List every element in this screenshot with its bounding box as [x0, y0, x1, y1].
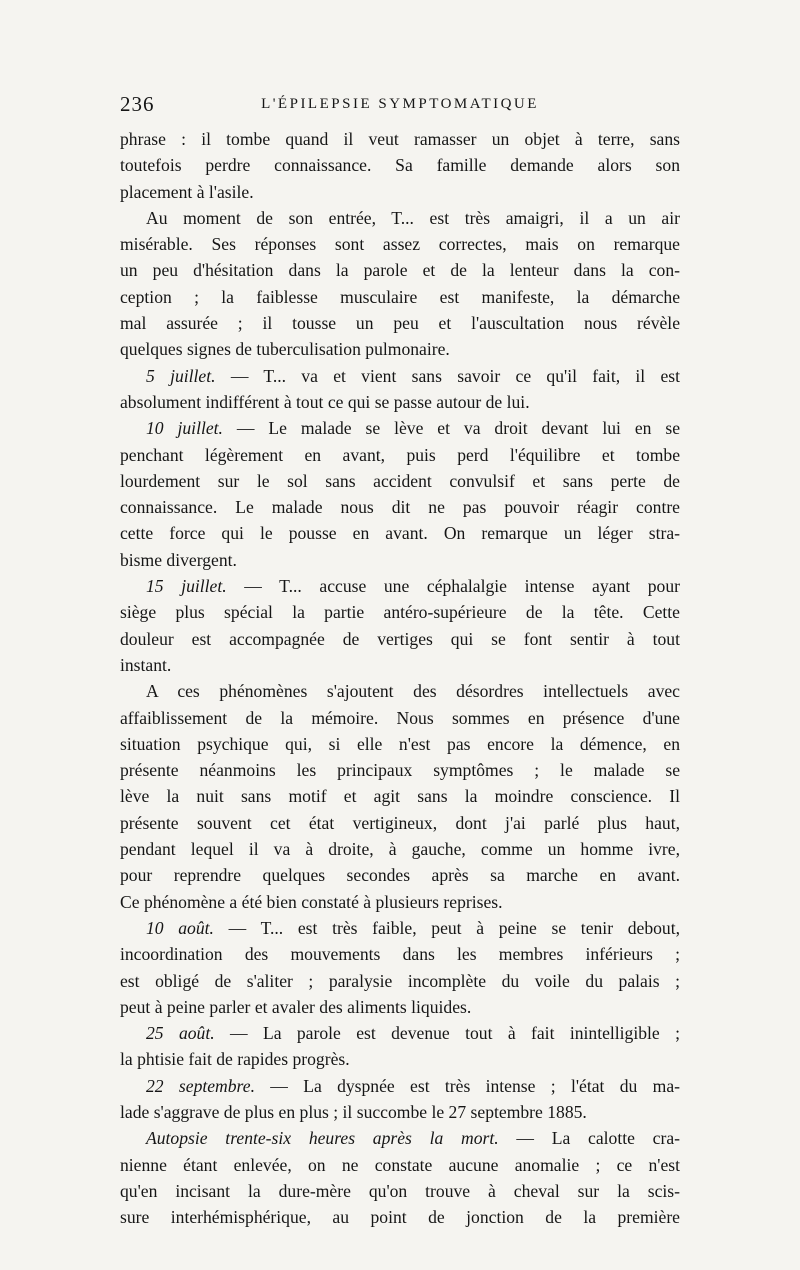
text-line	[120, 862, 680, 888]
text-line	[120, 363, 680, 389]
entry-date: 10 juillet.	[146, 418, 223, 439]
line-text: situation psychique qui, si elle n'est pas encore la démence, en	[120, 733, 680, 754]
line-text: lève la nuit sans motif et agit sans la moindre conscience. Il	[120, 786, 680, 807]
text-line	[120, 442, 680, 468]
line-text: — La dyspnée est très intense ; l'état du ma-	[254, 1075, 680, 1096]
line-text: toutefois perdre connaissance. Sa famille demande alors son	[120, 155, 680, 176]
text-line	[120, 1125, 680, 1151]
text-line	[120, 810, 680, 836]
text-line	[120, 836, 680, 862]
text-line	[120, 1099, 680, 1125]
text-line	[120, 757, 680, 783]
line-text: — T... accuse une céphalalgie intense ayant pour	[226, 576, 681, 597]
text-line	[120, 1204, 680, 1230]
line-text: lourdement sur le sol sans accident convulsif et sans perte de	[120, 470, 680, 491]
entry-date: Autopsie trente-six heures après la mort.	[146, 1128, 499, 1149]
text-line	[120, 415, 680, 441]
text-line	[120, 783, 680, 809]
text-line	[120, 1020, 680, 1046]
text-line	[120, 889, 680, 915]
line-text: affaiblissement de la mémoire. Nous sommes en présence d'une	[120, 707, 680, 728]
line-text: siège plus spécial la partie antéro-supérieure de la tête. Cette	[120, 602, 680, 623]
line-text: — Le malade se lève et va droit devant lui en se	[222, 418, 681, 439]
text-line	[120, 179, 680, 205]
line-text: présente néanmoins les principaux symptômes ; le malade se	[120, 760, 680, 781]
body-text	[120, 126, 680, 1230]
line-text: pour reprendre quelques secondes après sa marche en avant.	[120, 865, 680, 886]
page-header	[120, 92, 680, 118]
entry-date: 5 juillet.	[146, 365, 216, 386]
line-text: penchant légèrement en avant, puis perd l'équilibre et tombe	[120, 444, 680, 465]
text-line	[120, 547, 680, 573]
line-text: la phtisie fait de rapides progrès.	[120, 1049, 350, 1070]
line-text: présente souvent cet état vertigineux, dont j'ai parlé plus haut,	[120, 812, 680, 833]
page-number: 236	[120, 92, 155, 116]
text-line	[120, 678, 680, 704]
line-text: un peu d'hésitation dans la parole et de la lenteur dans la con-	[120, 260, 680, 281]
text-line	[120, 520, 680, 546]
text-line	[120, 652, 680, 678]
text-line	[120, 1073, 680, 1099]
text-line	[120, 1152, 680, 1178]
text-line	[120, 152, 680, 178]
text-line	[120, 284, 680, 310]
text-line	[120, 494, 680, 520]
line-text: lade s'aggrave de plus en plus ; il succombe le 27 septembre 1885.	[120, 1101, 587, 1122]
text-line	[120, 994, 680, 1020]
text-line	[120, 126, 680, 152]
text-line	[120, 705, 680, 731]
line-text: sure interhémisphérique, au point de jonction de la première	[120, 1207, 680, 1228]
text-line	[120, 968, 680, 994]
line-text: placement à l'asile.	[120, 181, 254, 202]
text-line	[120, 915, 680, 941]
text-line	[120, 257, 680, 283]
line-text: ception ; la faiblesse musculaire est manifeste, la démarche	[120, 286, 680, 307]
line-text: phrase : il tombe quand il veut ramasser un objet à terre, sans	[120, 129, 680, 149]
text-line	[120, 336, 680, 362]
entry-date: 10 août.	[146, 917, 214, 938]
line-text: qu'en incisant la dure-mère qu'on trouve à cheval sur la scis-	[120, 1180, 680, 1201]
line-text: — T... est très faible, peut à peine se tenir debout,	[213, 917, 681, 938]
line-text: mal assurée ; il tousse un peu et l'auscultation nous révèle	[120, 313, 680, 334]
text-line	[120, 389, 680, 415]
line-text: peut à peine parler et avaler des aliments liquides.	[120, 996, 472, 1017]
line-text: pendant lequel il va à droite, à gauche, comme un homme ivre,	[120, 839, 680, 860]
text-line	[120, 626, 680, 652]
line-text: douleur est accompagnée de vertiges qui se font sentir à tout	[120, 628, 680, 649]
line-text: instant.	[120, 654, 172, 675]
line-text: quelques signes de tuberculisation pulmonaire.	[120, 339, 450, 360]
line-text: Au moment de son entrée, T... est très amaigri, il a un air	[146, 207, 680, 228]
entry-date: 15 juillet.	[146, 576, 227, 597]
line-text: A ces phénomènes s'ajoutent des désordres intellectuels avec	[146, 681, 680, 702]
line-text: connaissance. Le malade nous dit ne pas pouvoir réagir contre	[120, 497, 680, 518]
line-text: cette force qui le pousse en avant. On remarque un léger stra-	[120, 523, 680, 544]
line-text: — La calotte cra-	[498, 1128, 680, 1149]
text-line	[120, 599, 680, 625]
text-line	[120, 731, 680, 757]
line-text: absolument indifférent à tout ce qui se passe autour de lui.	[120, 391, 530, 412]
text-line	[120, 468, 680, 494]
line-text: misérable. Ses réponses sont assez correctes, mais on remarque	[120, 234, 680, 255]
line-text: — T... va et vient sans savoir ce qu'il fait, il est	[215, 365, 680, 386]
text-line	[120, 310, 680, 336]
text-line	[120, 205, 680, 231]
running-title: L'ÉPILEPSIE SYMPTOMATIQUE	[261, 96, 539, 112]
text-line	[120, 231, 680, 257]
line-text: incoordination des mouvements dans les membres inférieurs ;	[120, 944, 680, 965]
line-text: — La parole est devenue tout à fait inintelligible ;	[214, 1023, 680, 1044]
text-line	[120, 573, 680, 599]
line-text: est obligé de s'aliter ; paralysie incomplète du voile du palais ;	[120, 970, 680, 991]
entry-date: 22 septembre.	[146, 1075, 255, 1096]
line-text: Ce phénomène a été bien constaté à plusieurs reprises.	[120, 891, 503, 912]
line-text: nienne étant enlevée, on ne constate aucune anomalie ; ce n'est	[120, 1154, 680, 1175]
text-line	[120, 941, 680, 967]
text-line	[120, 1178, 680, 1204]
entry-date: 25 août.	[146, 1023, 215, 1044]
line-text: bisme divergent.	[120, 549, 237, 570]
text-line	[120, 1046, 680, 1072]
